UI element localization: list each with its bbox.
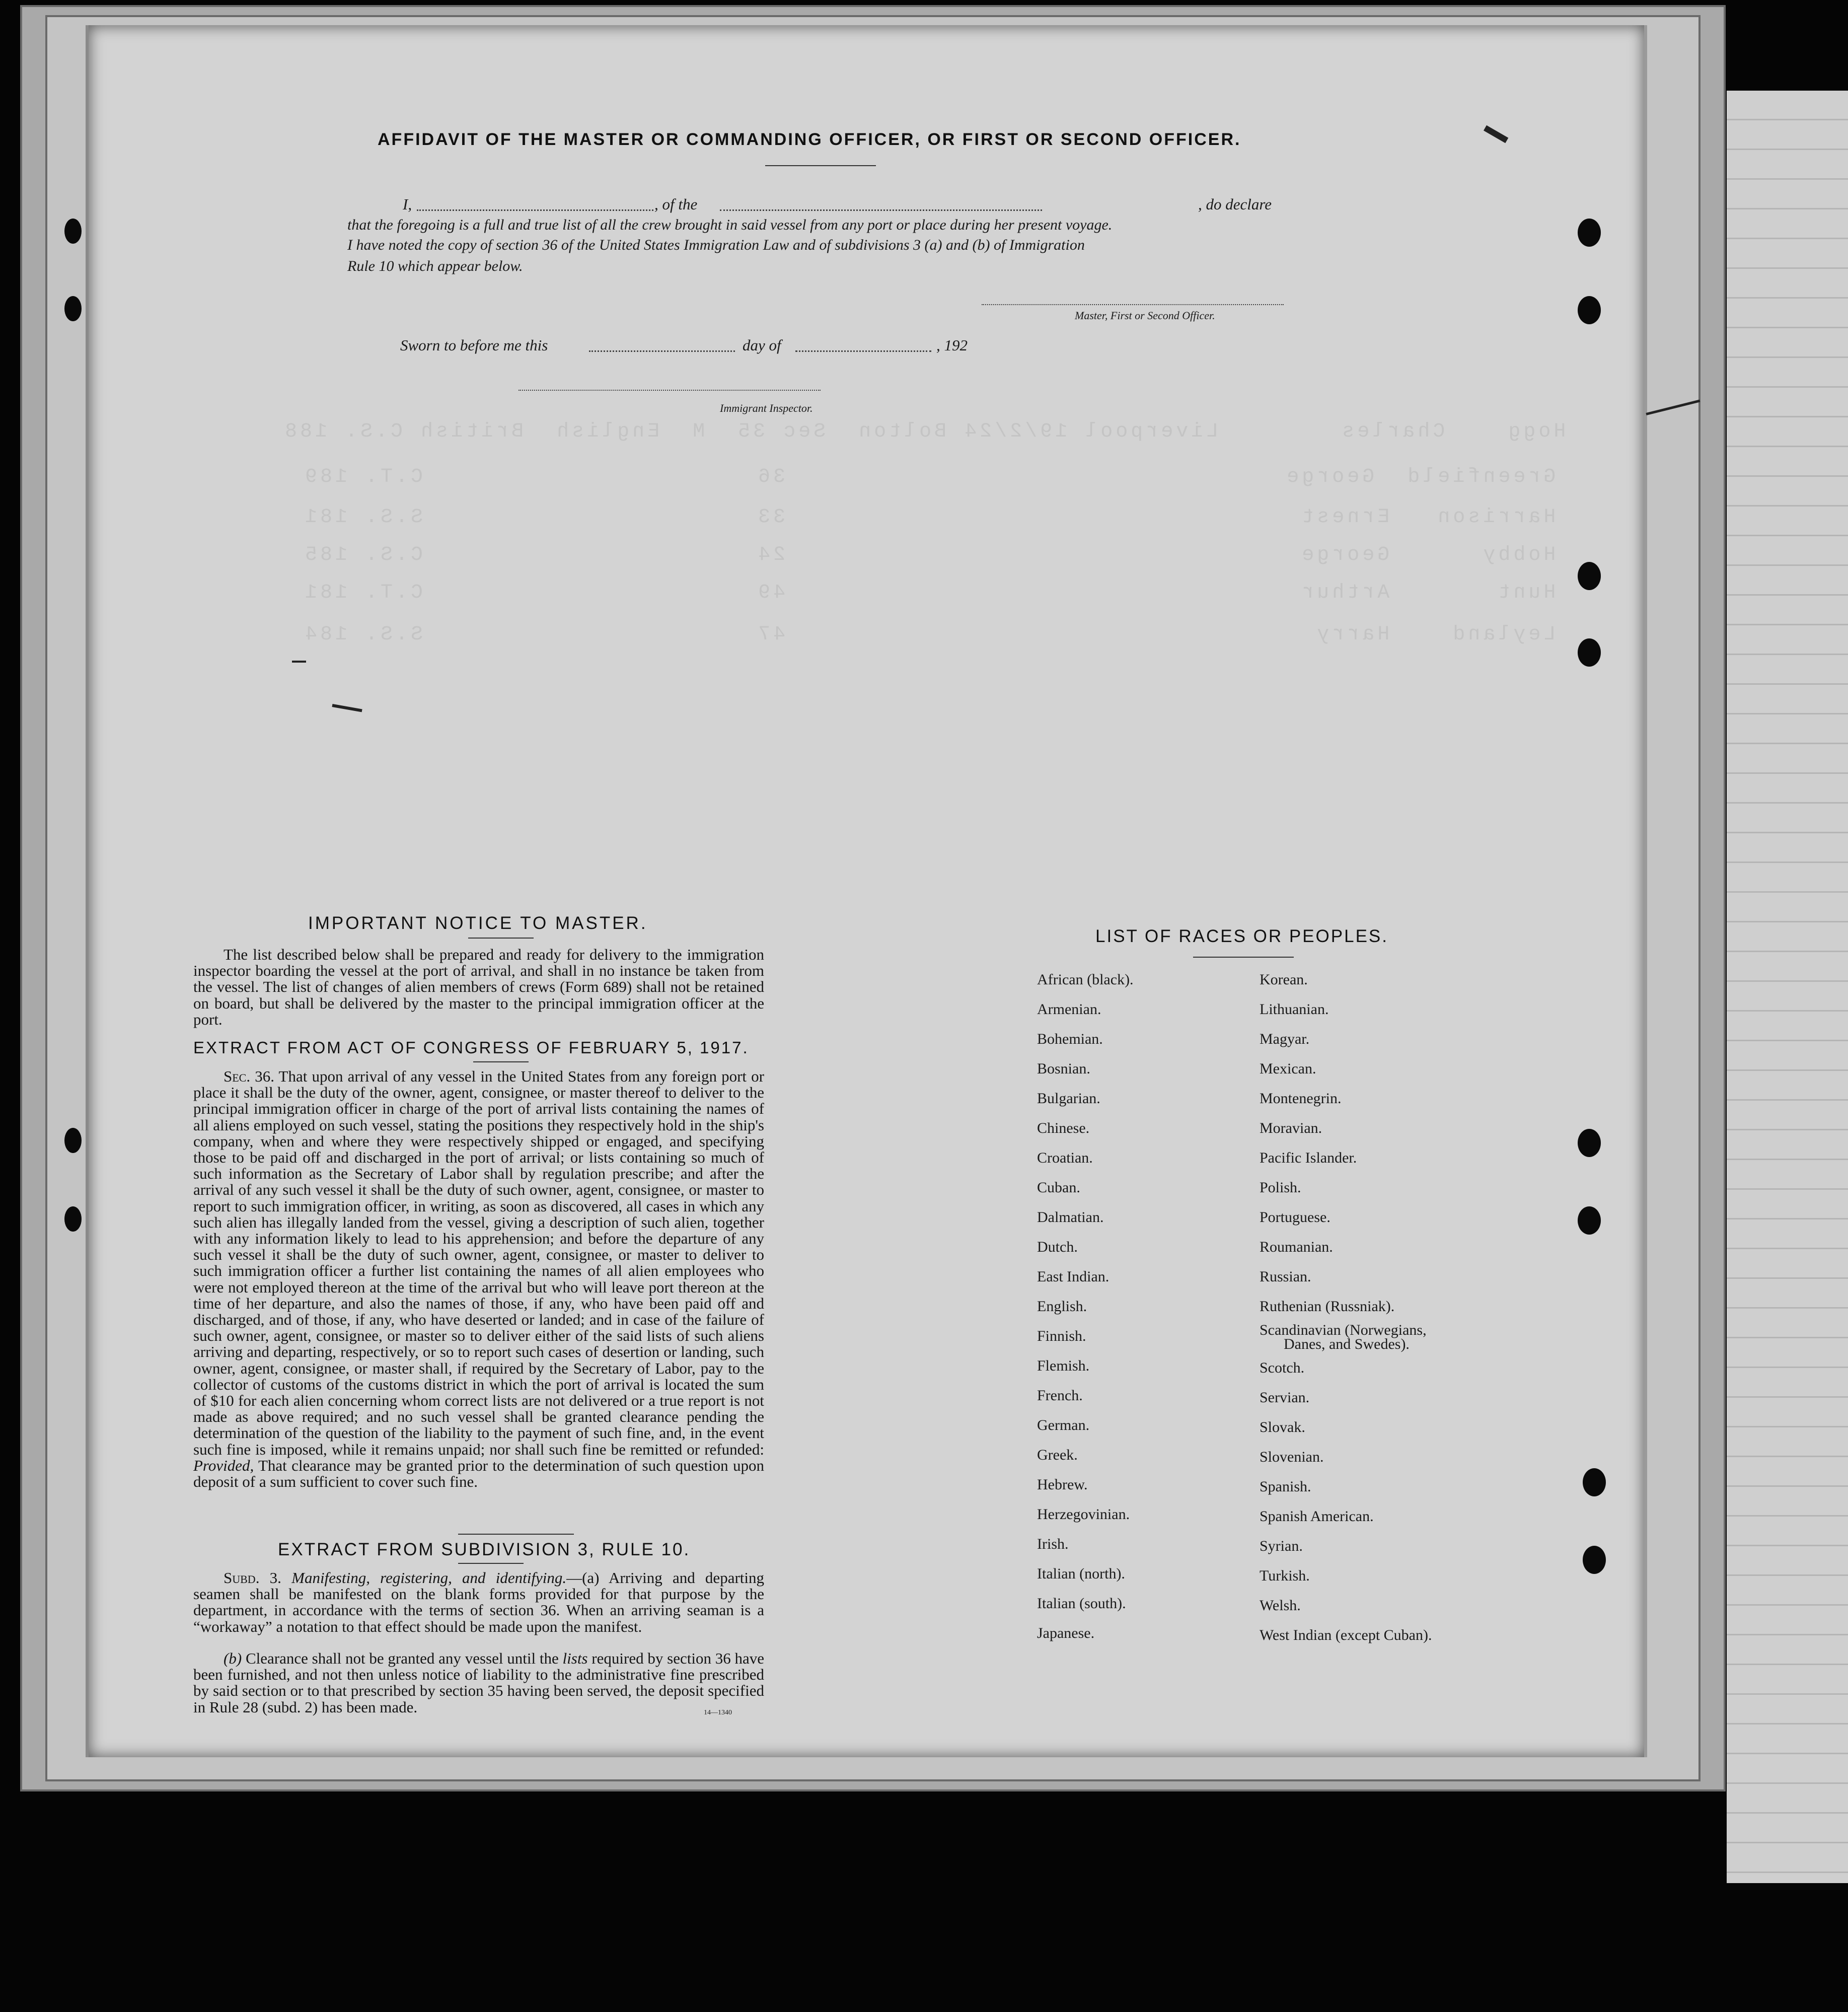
act-title-rule — [473, 1061, 529, 1062]
affidavit-title-rule — [765, 165, 876, 166]
race-item: Welsh. — [1260, 1597, 1301, 1614]
race-item: Scandinavian (Norwegians, — [1260, 1322, 1427, 1338]
inspector-label: Immigrant Inspector. — [720, 402, 813, 414]
sworn-line — [400, 336, 1004, 356]
bleed-through-row: Hobby George 24 C.S. 185 — [302, 544, 1556, 566]
declarant-prefix: I, — [403, 195, 412, 213]
race-item: Croatian. — [1037, 1149, 1093, 1166]
vessel-prefix: , of the — [654, 195, 698, 213]
proviso-label: Provided, — [193, 1456, 254, 1474]
race-item: French. — [1037, 1387, 1083, 1404]
race-item-scandinavian — [1260, 1321, 1432, 1353]
binding-hole — [1578, 296, 1601, 324]
rule-title-rule — [458, 1563, 524, 1564]
bleed-through-row: Leyland Harry 47 S.S. 184 — [302, 623, 1556, 646]
affidavit-title: AFFIDAVIT OF THE MASTER OR COMMANDING OFFICER, OR FIRST OR SECOND OFFICER. — [378, 130, 1241, 149]
races-title: LIST OF RACES OR PEOPLES. — [1095, 926, 1389, 946]
proviso-text: That clearance may be granted prior to the determination of such question upon deposit of a sum sufficient to cover such fine. — [193, 1456, 764, 1491]
bleed-through-row: Harrison Ernest 33 S.S. 181 — [302, 506, 1556, 529]
races-left-column — [1037, 965, 1134, 1648]
race-item: Polish. — [1260, 1179, 1301, 1196]
rule-text — [193, 1570, 764, 1635]
race-item: Russian. — [1260, 1268, 1311, 1285]
race-item: Roumanian. — [1260, 1239, 1333, 1255]
notice-paragraph: The list described below shall be prepared and ready for delivery to the immigration inspector boarding the vessel at the port of arrival, and shall in no instance be taken from the vessel. The list of changes of alien members of crews (Form 689) shall not be retained on board, but shall be delivered by the master to the principal immigration officer at the port. — [193, 946, 764, 1028]
sworn-day-label: day of — [743, 336, 781, 354]
race-item: Dutch. — [1037, 1239, 1078, 1255]
binding-hole — [64, 296, 82, 321]
sworn-month-field[interactable] — [795, 350, 931, 352]
binding-hole — [64, 219, 82, 244]
race-item: Dalmatian. — [1037, 1209, 1104, 1226]
races-right-column — [1260, 965, 1432, 1650]
affidavit-line-2: that the foregoing is a full and true list of all the crew brought in said vessel from any port or place during her present voyage. — [347, 217, 1113, 233]
master-signature-field[interactable] — [982, 304, 1284, 305]
sworn-prefix: Sworn to before me this — [400, 336, 548, 354]
bleed-through-row: Hunt Arthur 49 C.T. 181 — [302, 582, 1556, 604]
race-item: Servian. — [1260, 1389, 1310, 1406]
bleed-through-row: Hogg Charles Liverpool 19/2/24 Bolton Sec 35 M English British C.S. 188 — [282, 420, 1566, 443]
act-text — [193, 1068, 764, 1490]
ink-mark — [292, 661, 306, 663]
affidavit-line-4: Rule 10 which appear below. — [347, 258, 523, 274]
race-item: Italian (north). — [1037, 1565, 1125, 1582]
binding-hole — [1583, 1468, 1606, 1496]
race-item: Chinese. — [1037, 1120, 1090, 1136]
race-item-continuation: Danes, and Swedes). — [1284, 1336, 1410, 1352]
race-item: Moravian. — [1260, 1120, 1322, 1136]
inspector-signature-field[interactable] — [519, 390, 821, 391]
race-item: Montenegrin. — [1260, 1090, 1342, 1107]
section-36-text: That upon arrival of any vessel in the United States from any foreign port or place it shall be the duty of the owner, agent, consignee, or master thereof to deliver to the principal immigration officer in charge of the port of arrival lists containing the names of all aliens employed on such vessel, stating the positions they respectively hold in the ship's company, when and where they were respectively shipped or engaged, and specifying those to be paid off and discharged in the port of arrival; or lists containing so much of such information as the Secretary of Labor shall by regulation prescribe; and after the arrival of any such vessel it shall be the duty of such owner, agent, consignee, or master to report to such immigration officer, in writing, as soon as discovered, all cases in which any such alien has illegally landed from the vessel, giving a description of such alien, together with any information likely to lead to his apprehension; and before the departure of any such vessel it shall be the duty of such owner, agent, consignee, or master to deliver to such immigration officer a further list containing the names of all alien employees who were not employed thereon at the time of the arrival but who will leave port thereon at the time of her departure, and also the names of those, if any, who have been paid off and discharged, and of those, if any, who have deserted or landed; and in case of the failure of such owner, agent, consignee, or master so to deliver either of the said lists of such aliens arriving and departing, respectively, or so to report such cases of desertion or landing, such owner, agent, consignee, or master shall, if required by the Secretary of Labor, pay to the collector of customs of the customs district in which the port of arrival is located the sum of $10 for each alien concerning whom correct lists are not delivered or a true report is not made as above required; and no such vessel shall be granted clearance pending the determination of the question of the liability to the payment of such fine, and, in the event such fine is imposed, while it remains unpaid; nor shall such fine be remitted or refunded: — [193, 1067, 764, 1458]
race-item: Slovak. — [1260, 1419, 1305, 1435]
sworn-day-field[interactable] — [589, 350, 735, 352]
declarant-name-field[interactable] — [417, 209, 653, 211]
rule-title: EXTRACT FROM SUBDIVISION 3, RULE 10. — [278, 1540, 691, 1559]
affidavit-line-3: I have noted the copy of section 36 of the United States Immigration Law and of subdivisions 3 (a) and (b) of Immigration — [347, 237, 1085, 253]
binding-hole — [1578, 1206, 1601, 1235]
master-signature-label: Master, First or Second Officer. — [1075, 309, 1215, 322]
race-item: Spanish. — [1260, 1478, 1311, 1495]
race-item: German. — [1037, 1417, 1090, 1433]
binding-hole — [1578, 219, 1601, 247]
para-b-lists: lists — [562, 1649, 588, 1667]
declare-suffix: , do declare — [1198, 195, 1272, 213]
race-item: Greek. — [1037, 1447, 1078, 1463]
race-item: Herzegovinian. — [1037, 1506, 1130, 1523]
race-item: English. — [1037, 1298, 1087, 1315]
bleed-through-row: Greenfield George 36 C.T. 189 — [302, 466, 1556, 488]
race-item: East Indian. — [1037, 1268, 1110, 1285]
para-b-start: Clearance shall not be granted any vessel until the — [245, 1649, 559, 1667]
race-item: Scotch. — [1260, 1359, 1305, 1376]
race-item: Syrian. — [1260, 1538, 1303, 1554]
race-item: Italian (south). — [1037, 1595, 1126, 1612]
race-item: Armenian. — [1037, 1001, 1101, 1018]
binding-hole — [1578, 1129, 1601, 1157]
race-item: Spanish American. — [1260, 1508, 1374, 1525]
race-item: Mexican. — [1260, 1060, 1316, 1077]
race-item: Japanese. — [1037, 1625, 1095, 1641]
notice-title: IMPORTANT NOTICE TO MASTER. — [308, 913, 648, 933]
notice-text — [193, 947, 764, 1028]
subd-label: Subd. 3. — [224, 1569, 281, 1587]
race-item: Korean. — [1260, 971, 1308, 988]
binding-hole — [64, 1128, 82, 1153]
race-item: Finnish. — [1037, 1328, 1086, 1344]
act-title: EXTRACT FROM ACT OF CONGRESS OF FEBRUARY 5, 1917. — [193, 1038, 749, 1057]
para-b-end: required by section 36 have been furnished, and not then unless notice of liability to the administrative fine prescribed by said section or to that prescribed by section 35 having been served, the deposit specified in Rule 28 (subd. 2) has been made. — [193, 1649, 765, 1716]
form-code: 14—1340 — [704, 1709, 732, 1716]
binding-hole — [1578, 562, 1601, 590]
notice-title-rule — [468, 938, 534, 939]
race-item: Slovenian. — [1260, 1449, 1324, 1465]
race-item: Bosnian. — [1037, 1060, 1090, 1077]
race-item: Pacific Islander. — [1260, 1149, 1357, 1166]
race-item: West Indian (except Cuban). — [1260, 1627, 1432, 1643]
race-item: Flemish. — [1037, 1357, 1090, 1374]
para-a: —(a) Arriving and departing seamen shall be manifested on the blank forms provided for that purpose by the department, in accordance with the terms of section 36. When an arriving seaman is a “workaway” a notation to that effect should be made upon the manifest. — [193, 1569, 765, 1635]
binding-hole — [1583, 1546, 1606, 1574]
rule-title-rule-top — [458, 1534, 574, 1535]
affidavit-line-1 — [347, 195, 1294, 215]
race-item: Turkish. — [1260, 1567, 1310, 1584]
para-b-label: (b) — [224, 1649, 242, 1667]
race-item: Lithuanian. — [1260, 1001, 1329, 1018]
rule-text-b — [193, 1650, 764, 1715]
section-label: Sec. 36. — [224, 1067, 274, 1085]
race-item: Irish. — [1037, 1536, 1069, 1552]
binding-hole — [64, 1206, 82, 1232]
race-item: Cuban. — [1037, 1179, 1080, 1196]
adjacent-page-strip — [1727, 91, 1848, 1883]
subd-heading: Manifesting, registering, and identifying. — [291, 1569, 567, 1587]
binding-hole — [1578, 638, 1601, 667]
race-item: Magyar. — [1260, 1031, 1310, 1047]
race-item: Portuguese. — [1260, 1209, 1330, 1226]
race-item: Bohemian. — [1037, 1031, 1103, 1047]
race-item: African (black). — [1037, 971, 1134, 988]
vessel-name-field[interactable] — [720, 209, 1042, 211]
sworn-year: , 192 — [936, 336, 968, 354]
race-item: Ruthenian (Russniak). — [1260, 1298, 1395, 1315]
race-item: Hebrew. — [1037, 1476, 1088, 1493]
races-title-rule — [1193, 957, 1294, 958]
race-item: Bulgarian. — [1037, 1090, 1100, 1107]
